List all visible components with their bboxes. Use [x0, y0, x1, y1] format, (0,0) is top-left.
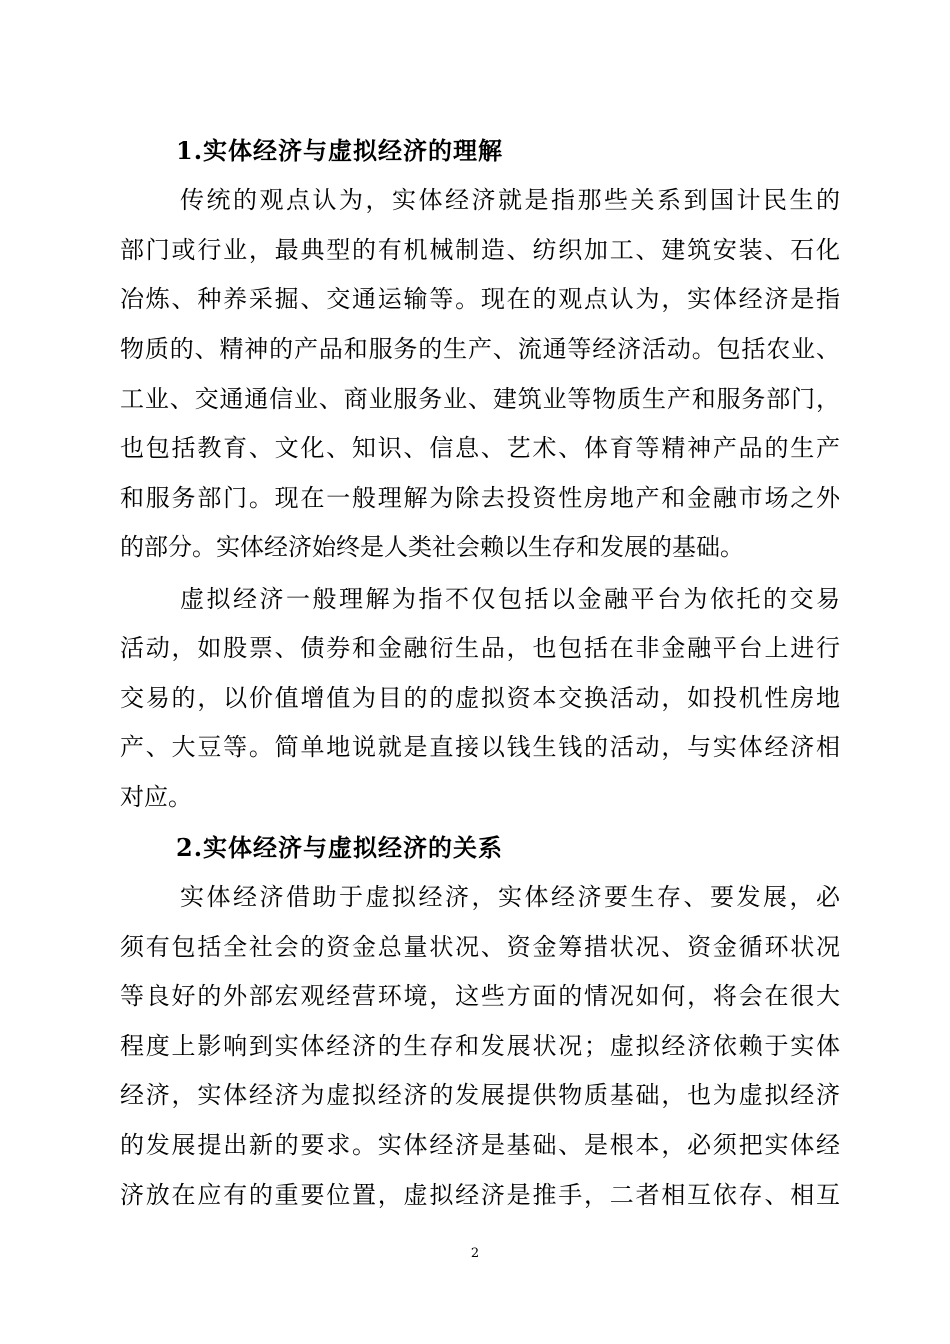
section-heading-1: 1.实体经济与虚拟经济的理解: [176, 136, 504, 165]
paragraph-line: 传统的观点认为，实体经济就是指那些关系到国计民生的: [180, 186, 840, 214]
page-number: 2: [470, 1246, 480, 1261]
paragraph-line: 的发展提出新的要求。实体经济是基础、是根本，必须把实体经: [120, 1131, 840, 1159]
paragraph-line: 物质的、精神的产品和服务的生产、流通等经济活动。包括农业、: [120, 335, 840, 363]
paragraph-line: 部门或行业，最典型的有机械制造、纺织加工、建筑安装、石化: [120, 236, 840, 264]
paragraph-line: 程度上影响到实体经济的生存和发展状况；虚拟经济依赖于实体: [120, 1032, 840, 1060]
paragraph-line: 等良好的外部宏观经营环境，这些方面的情况如何，将会在很大: [120, 982, 840, 1010]
paragraph-line: 经济，实体经济为虚拟经济的发展提供物质基础，也为虚拟经济: [120, 1081, 840, 1109]
paragraph-line: 须有包括全社会的资金总量状况、资金筹措状况、资金循环状况: [120, 933, 840, 961]
paragraph-line: 工业、交通通信业、商业服务业、建筑业等物质生产和服务部门，: [120, 385, 840, 413]
paragraph-line: 也包括教育、文化、知识、信息、艺术、体育等精神产品的生产: [120, 434, 840, 462]
section-heading-2: 2.实体经济与虚拟经济的关系: [176, 833, 504, 862]
paragraph-line: 交易的，以价值增值为目的的虚拟资本交换活动，如投机性房地: [120, 684, 840, 712]
paragraph-line: 对应。: [120, 783, 192, 811]
paragraph-line: 产、大豆等。简单地说就是直接以钱生钱的活动，与实体经济相: [120, 733, 840, 761]
paragraph-line: 济放在应有的重要位置，虚拟经济是推手，二者相互依存、相互: [120, 1181, 840, 1209]
paragraph-line: 虚拟经济一般理解为指不仅包括以金融平台为依托的交易: [180, 585, 840, 613]
paragraph-line: 冶炼、种养采掘、交通运输等。现在的观点认为，实体经济是指: [120, 285, 840, 313]
paragraph-line: 实体经济借助于虚拟经济，实体经济要生存、要发展，必: [180, 883, 840, 911]
paragraph-line: 和服务部门。现在一般理解为除去投资性房地产和金融市场之外: [120, 484, 840, 512]
paragraph-line: 活动，如股票、债券和金融衍生品，也包括在非金融平台上进行: [120, 634, 840, 662]
paragraph-line: 的部分。实体经济始终是人类社会赖以生存和发展的基础。: [120, 533, 744, 561]
